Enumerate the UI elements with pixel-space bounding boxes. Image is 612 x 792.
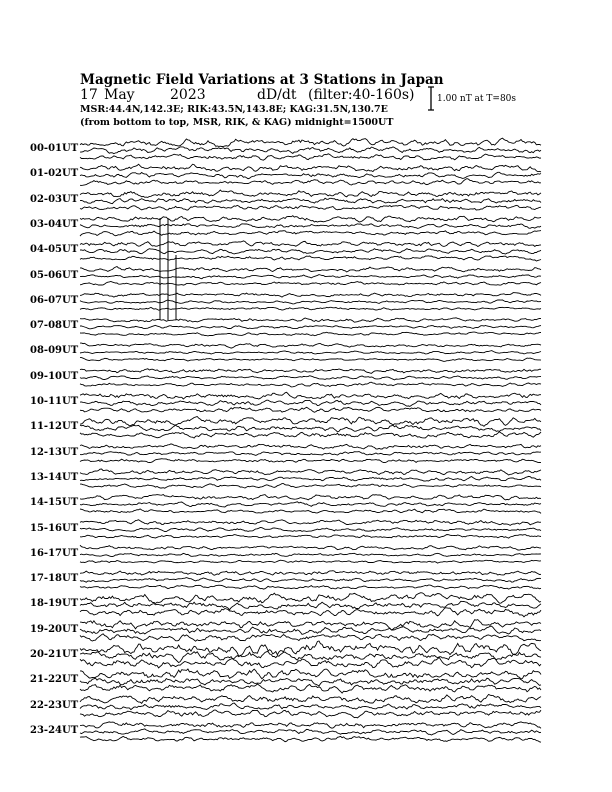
trace-msr-06-07UT	[80, 307, 541, 310]
station-order-note: (from bottom to top, MSR, RIK, & KAG) midnight=1500UT	[80, 117, 394, 128]
trace-rik-06-07UT	[80, 300, 541, 304]
trace-rik-04-05UT	[80, 249, 541, 254]
date-day: 17	[80, 87, 98, 103]
trace-rik-23-24UT	[80, 729, 541, 735]
trace-kag-00-01UT	[80, 138, 541, 146]
trace-msr-13-14UT	[80, 484, 541, 489]
trace-rik-01-02UT	[80, 172, 541, 178]
hour-label: 17-18UT	[30, 573, 79, 585]
trace-msr-19-20UT	[80, 634, 541, 641]
trace-msr-08-09UT	[80, 357, 541, 361]
hour-label: 18-19UT	[30, 598, 79, 610]
hour-label: 02-03UT	[30, 193, 79, 205]
hour-label: 03-04UT	[30, 218, 79, 230]
trace-msr-12-13UT	[80, 459, 541, 463]
trace-rik-18-19UT	[80, 601, 541, 609]
trace-rik-02-03UT	[80, 198, 541, 203]
trace-kag-07-08UT	[80, 318, 541, 322]
trace-kag-16-17UT	[80, 545, 541, 550]
trace-rik-20-21UT	[80, 652, 541, 663]
trace-kag-18-19UT	[80, 593, 541, 604]
hour-label: 10-11UT	[30, 396, 79, 407]
trace-msr-22-23UT	[80, 710, 541, 718]
trace-msr-21-22UT	[80, 684, 541, 693]
trace-kag-17-18UT	[80, 571, 541, 576]
hour-label: 07-08UT	[30, 320, 79, 332]
trace-kag-03-04UT	[80, 216, 541, 222]
quantity-label: dD/dt	[257, 87, 297, 103]
trace-rik-05-06UT	[80, 275, 541, 279]
trace-kag-12-13UT	[80, 444, 541, 449]
trace-kag-22-23UT	[80, 694, 541, 703]
trace-kag-08-09UT	[80, 343, 541, 348]
hour-label: 08-09UT	[30, 345, 79, 357]
trace-msr-17-18UT	[80, 585, 541, 589]
trace-msr-07-08UT	[80, 332, 541, 336]
hour-label: 04-05UT	[30, 244, 79, 256]
trace-rik-03-04UT	[80, 224, 541, 229]
hour-label: 09-10UT	[30, 370, 79, 382]
trace-kag-04-05UT	[80, 241, 541, 247]
trace-kag-14-15UT	[80, 495, 541, 500]
trace-msr-11-12UT	[80, 432, 541, 438]
date-month: May	[104, 87, 135, 103]
hour-label: 21-22UT	[30, 674, 79, 686]
trace-msr-09-10UT	[80, 382, 541, 387]
scale-bar-label: 1.00 nT at T=80s	[437, 94, 517, 104]
chart-title: Magnetic Field Variations at 3 Stations in Japan	[80, 72, 444, 88]
trace-msr-20-21UT	[80, 657, 541, 668]
trace-kag-01-02UT	[80, 164, 541, 172]
trace-rik-00-01UT	[80, 147, 541, 154]
trace-msr-00-01UT	[80, 154, 541, 160]
trace-msr-23-24UT	[80, 736, 541, 742]
trace-kag-21-22UT	[80, 669, 541, 679]
hour-label: 00-01UT	[30, 143, 79, 154]
trace-kag-10-11UT	[80, 392, 541, 399]
hour-label: 14-15UT	[30, 497, 79, 509]
trace-rik-19-20UT	[80, 626, 541, 634]
trace-rik-10-11UT	[80, 400, 541, 406]
trace-kag-09-10UT	[80, 369, 541, 374]
trace-rik-17-18UT	[80, 578, 541, 583]
trace-msr-01-02UT	[80, 179, 541, 186]
trace-msr-05-06UT	[80, 282, 541, 286]
station-coordinates: MSR:44.4N,142.3E; RIK:43.5N,143.8E; KAG:31.5N,130.7E	[80, 104, 388, 115]
trace-rik-08-09UT	[80, 351, 541, 354]
trace-kag-23-24UT	[80, 722, 541, 728]
trace-kag-15-16UT	[80, 520, 541, 526]
trace-kag-11-12UT	[80, 417, 541, 427]
trace-msr-10-11UT	[80, 407, 541, 412]
date-year: 2023	[170, 87, 206, 103]
hour-label: 11-12UT	[30, 421, 79, 433]
scale-bar	[428, 87, 434, 110]
trace-msr-16-17UT	[80, 560, 541, 563]
hour-label: 13-14UT	[30, 471, 79, 483]
trace-rik-13-14UT	[80, 476, 541, 481]
hour-label: 06-07UT	[30, 294, 79, 306]
trace-msr-15-16UT	[80, 535, 541, 539]
trace-rik-15-16UT	[80, 528, 541, 532]
trace-rik-12-13UT	[80, 452, 541, 456]
hour-label: 16-17UT	[30, 547, 79, 559]
trace-kag-05-06UT	[80, 267, 541, 273]
trace-rik-07-08UT	[80, 325, 541, 329]
trace-msr-02-03UT	[80, 205, 541, 210]
filter-label: (filter:40-160s)	[308, 87, 415, 103]
hour-label: 12-13UT	[30, 446, 79, 458]
hour-label: 19-20UT	[30, 623, 79, 635]
hour-label: 22-23UT	[30, 699, 79, 711]
trace-msr-18-19UT	[80, 608, 541, 617]
hour-label: 05-06UT	[30, 269, 79, 281]
trace-rik-22-23UT	[80, 703, 541, 710]
trace-msr-14-15UT	[80, 509, 541, 514]
trace-msr-04-05UT	[80, 256, 541, 261]
hour-label: 23-24UT	[30, 724, 79, 736]
trace-rik-09-10UT	[80, 376, 541, 380]
trace-rik-16-17UT	[80, 553, 541, 556]
trace-kag-13-14UT	[80, 469, 541, 475]
trace-msr-03-04UT	[80, 231, 541, 237]
trace-kag-02-03UT	[80, 190, 541, 197]
hour-label: 20-21UT	[30, 649, 79, 660]
trace-rik-11-12UT	[80, 425, 541, 432]
hour-label: 15-16UT	[30, 522, 79, 534]
trace-rik-14-15UT	[80, 502, 541, 507]
hour-label: 01-02UT	[30, 168, 79, 180]
trace-kag-06-07UT	[80, 293, 541, 298]
